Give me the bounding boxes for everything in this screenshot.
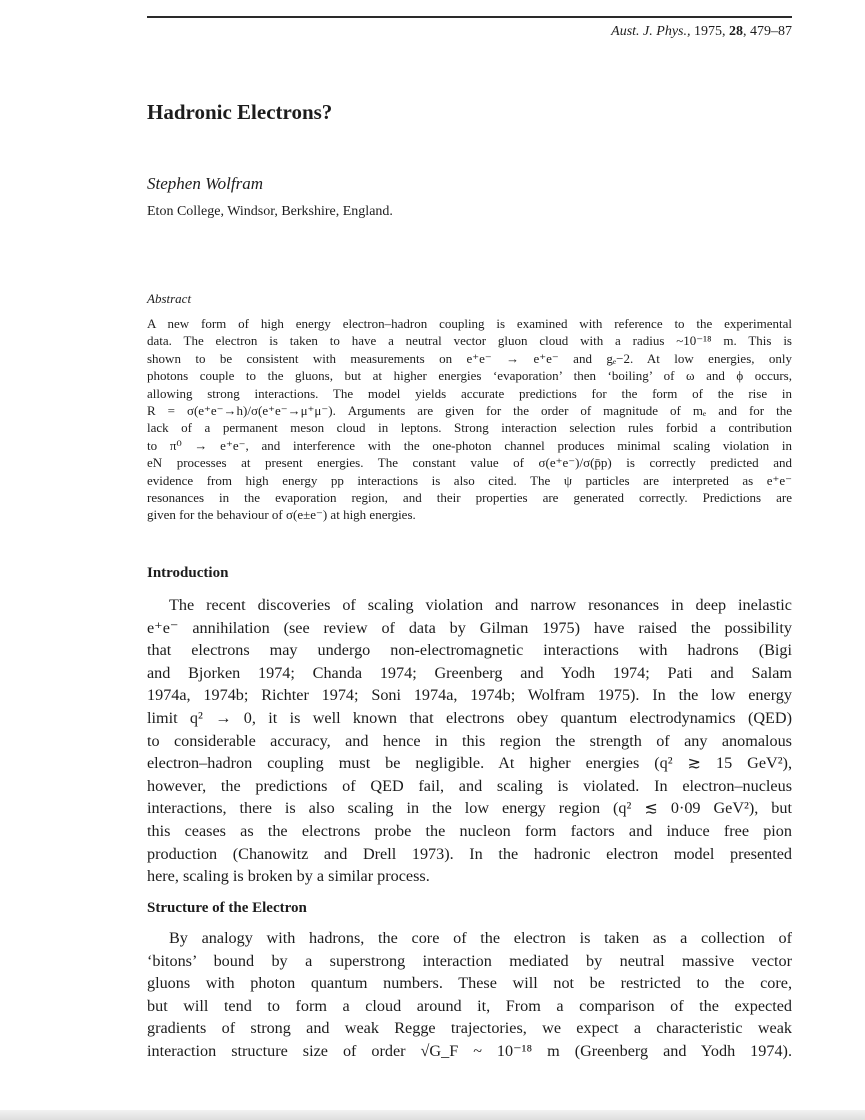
body-line: electron–hadron coupling must be negligible. At higher energies (q² ≳ 15 GeV²), xyxy=(147,754,792,773)
header-rule xyxy=(147,16,792,18)
body-line: gluons with photon quantum numbers. These will not be restricted to the core, xyxy=(147,974,792,993)
abstract-line: lack of a permanent meson cloud in leptons. Strong interaction selection rules forbid a contribution xyxy=(147,420,792,436)
abstract-line: R = σ(e⁺e⁻→h)/σ(e⁺e⁻→μ⁺μ⁻). Arguments are given for the order of magnitude of mₑ and for the xyxy=(147,402,792,418)
body-line: gradients of strong and weak Regge trajectories, we expect a characteristic weak xyxy=(147,1019,792,1038)
journal-reference xyxy=(611,24,792,40)
abstract-body xyxy=(147,315,792,524)
abstract-line: given for the behaviour of σ(e±e⁻) at high energies. xyxy=(147,507,416,523)
page-bottom-edge xyxy=(0,1110,865,1120)
abstract-line: evidence from high energy pp interactions is also cited. The ψ particles are interpreted as e⁺e⁻ xyxy=(147,472,792,488)
body-line: however, the predictions of QED fail, and scaling is violated. In electron–nucleus xyxy=(147,776,792,795)
body-line: production (Chanowitz and Drell 1973). In the hadronic electron model presented xyxy=(147,844,792,863)
abstract-line: resonances in the evaporation region, and their properties are generated correctly. Predictions are xyxy=(147,489,792,505)
author-name: Stephen Wolfram xyxy=(147,174,264,193)
abstract-line: allowing strong interactions. The model yields accurate predictions for the form of the rise in xyxy=(147,385,792,401)
abstract-line: to π⁰ → e⁺e⁻, and interference with the one-photon channel produces minimal scaling violation in xyxy=(147,437,792,453)
introduction-heading: Introduction xyxy=(147,565,229,581)
body-line: but will tend to form a cloud around it, From a comparison of the expected xyxy=(147,996,792,1015)
body-line: The recent discoveries of scaling violation and narrow resonances in deep inelastic xyxy=(169,596,792,614)
introduction-body xyxy=(147,594,792,888)
body-line: e⁺e⁻ annihilation (see review of data by Gilman 1975) have raised the possibility xyxy=(147,618,792,637)
structure-body xyxy=(147,927,792,1063)
abstract-line: A new form of high energy electron–hadron coupling is examined with reference to the experimental xyxy=(147,316,792,331)
body-line: By analogy with hadrons, the core of the electron is taken as a collection of xyxy=(169,929,792,947)
body-line: and Bjorken 1974; Chanda 1974; Greenberg and Yodh 1974; Pati and Salam xyxy=(147,663,792,682)
body-line: here, scaling is broken by a similar process. xyxy=(147,867,430,886)
journal-year: 1975, xyxy=(690,24,729,39)
journal-pages: , 479–87 xyxy=(743,24,792,39)
author-affiliation: Eton College, Windsor, Berkshire, England. xyxy=(147,204,393,219)
body-line: limit q² → 0, it is well known that electrons obey quantum electrodynamics (QED) xyxy=(147,708,792,727)
abstract-line: eN processes at present energies. The constant value of σ(e⁺e⁻)/σ(p̄p) is correctly predicted and xyxy=(147,455,792,471)
structure-heading: Structure of the Electron xyxy=(147,900,307,916)
body-line: to considerable accuracy, and hence in this region the strength of any anomalous xyxy=(147,731,792,750)
body-line: that electrons may undergo non-electromagnetic interactions with hadrons (Bigi xyxy=(147,641,792,660)
abstract-label: Abstract xyxy=(147,291,192,306)
body-line: interactions, there is also scaling in the low energy region (q² ≲ 0·09 GeV²), but xyxy=(147,799,792,818)
paper-title: Hadronic Electrons? xyxy=(147,100,333,124)
body-line: ‘bitons’ bound by a superstrong interaction mediated by neutral massive vector xyxy=(147,951,792,970)
body-line: 1974a, 1974b; Richter 1974; Soni 1974a, 1974b; Wolfram 1975). In the low energy xyxy=(147,686,792,705)
abstract-line: data. The electron is taken to have a neutral vector gluon cloud with a radius ~10⁻¹⁸ m. This is xyxy=(147,333,792,349)
body-line: this ceases as the electrons probe the nucleon form factors and induce free pion xyxy=(147,821,792,840)
abstract-line: shown to be consistent with measurements on e⁺e⁻ → e⁺e⁻ and gₑ−2. At low energies, only xyxy=(147,350,792,366)
abstract-line: photons couple to the gluons, but at higher energies ‘evaporation’ then ‘boiling’ of ω and ϕ occurs, xyxy=(147,368,792,384)
journal-volume: 28 xyxy=(729,24,743,39)
body-line: interaction structure size of order √G_F ~ 10⁻¹⁸ m (Greenberg and Yodh 1974). xyxy=(147,1041,792,1060)
journal-name: Aust. J. Phys., xyxy=(611,24,691,39)
